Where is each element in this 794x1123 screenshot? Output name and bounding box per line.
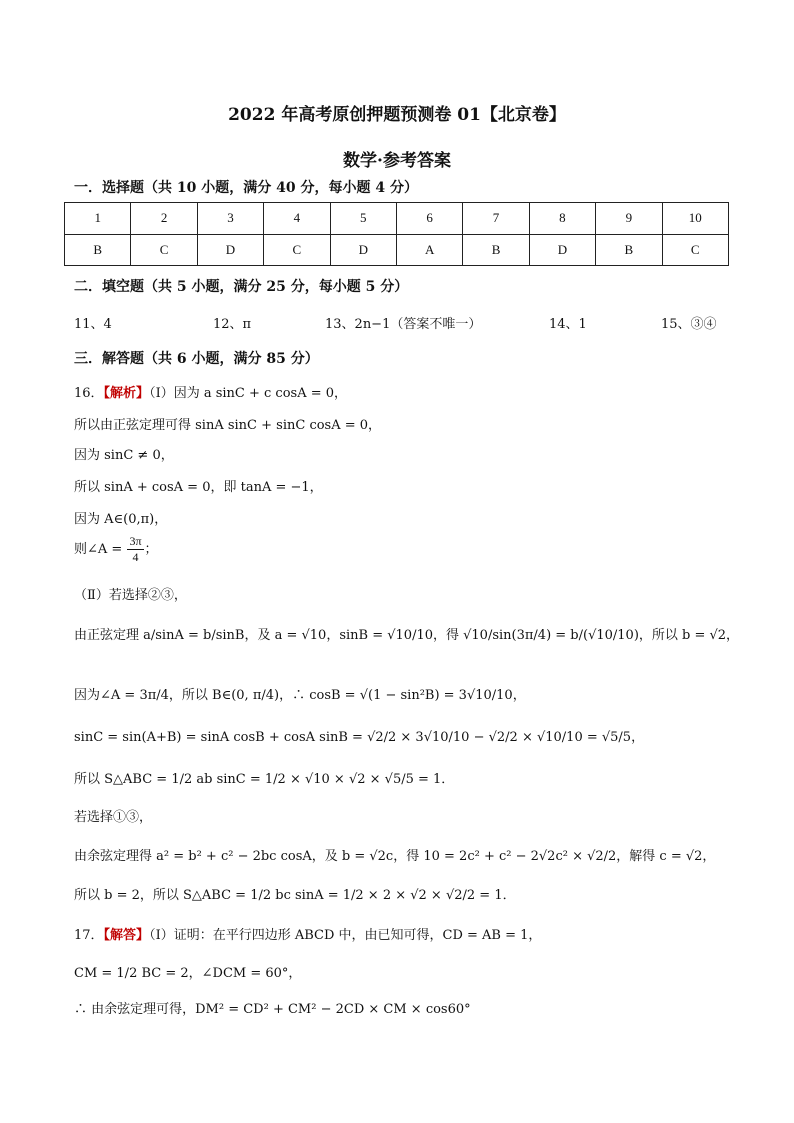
- answer-cell: B: [463, 234, 529, 266]
- q16-line-7: （Ⅱ）若选择②③，: [74, 588, 187, 603]
- q16-line-2: 所以由正弦定理可得 sinA sinC + sinC cosA = 0，: [74, 418, 382, 433]
- answer-cell: D: [197, 234, 263, 266]
- fill-answer-13: 13、2n−1（答案不唯一）: [325, 317, 482, 332]
- fraction-numerator: 3π: [129, 534, 142, 548]
- question-number-cell: 2: [131, 203, 197, 235]
- question-number-cell: 4: [264, 203, 330, 235]
- question-number-cell: 1: [65, 203, 131, 235]
- answer-cell: C: [131, 234, 197, 266]
- fill-answer-12: 12、π: [213, 317, 252, 332]
- fraction-3pi-4: [127, 534, 143, 565]
- fill-answer-14: 14、1: [549, 317, 587, 332]
- q16-line-5: 因为 A∈(0,π)，: [74, 512, 168, 527]
- q16-line-12: 若选择①③，: [74, 810, 153, 825]
- q16-line-9: 因为∠A = 3π/4，所以 B∈(0, π/4)，∴ cosB = √(1 − sin²B) = 3√10/10，: [74, 688, 526, 703]
- answer-table: [64, 202, 729, 266]
- q16-tag: 【解析】: [103, 386, 150, 401]
- page-subtitle: 数学·参考答案: [343, 151, 451, 171]
- q17-tag: 【解答】: [103, 928, 150, 943]
- q16-line-6-tail: ；: [144, 542, 158, 557]
- q17-line-2: CM = 1/2 BC = 2，∠DCM = 60°，: [74, 966, 302, 981]
- q16-line-6-lead: 则∠A =: [74, 542, 123, 557]
- section-heading-solutions: 三．解答题（共 6 小题，满分 85 分）: [74, 351, 319, 367]
- fraction-denominator: 4: [132, 550, 139, 564]
- answer-cell: D: [330, 234, 396, 266]
- fill-answer-15: 15、③④: [661, 317, 717, 332]
- question-number-cell: 9: [596, 203, 662, 235]
- q17-line-3: ∴ 由余弦定理可得，DM² = CD² + CM² − 2CD × CM × cos60°: [74, 1002, 471, 1017]
- answer-cell: B: [596, 234, 662, 266]
- question-number-cell: 7: [463, 203, 529, 235]
- question-number-cell: 8: [529, 203, 595, 235]
- q16-line-14: 所以 b = 2，所以 S△ABC = 1/2 bc sinA = 1/2 × 2 × √2 × √2/2 = 1．: [74, 888, 516, 903]
- q16-line-4: 所以 sinA + cosA = 0，即 tanA = −1，: [74, 480, 323, 495]
- question-number-cell: 6: [396, 203, 462, 235]
- answer-table-answer-row: [65, 234, 729, 266]
- fill-answer-11: 11、4: [74, 317, 112, 332]
- answer-cell: A: [396, 234, 462, 266]
- q16-line-8: 由正弦定理 a/sinA = b/sinB，及 a = √10，sinB = √10/10，得 √10/sin(3π/4) = b/(√10/10)，所以 b = √2，: [74, 628, 740, 643]
- question-number-cell: 5: [330, 203, 396, 235]
- section-heading-fill: 二．填空题（共 5 小题，满分 25 分，每小题 5 分）: [74, 279, 409, 295]
- question-number-cell: 10: [662, 203, 728, 235]
- q16-line-10: sinC = sin(A+B) = sinA cosB + cosA sinB = √2/2 × 3√10/10 − √2/2 × √10/10 = √5/5，: [74, 730, 645, 745]
- q16-line-11: 所以 S△ABC = 1/2 ab sinC = 1/2 × √10 × √2 × √5/5 = 1．: [74, 772, 455, 787]
- section-heading-choice: 一．选择题（共 10 小题，满分 40 分，每小题 4 分）: [74, 180, 418, 196]
- q17-text-1: （Ⅰ）证明：在平行四边形 ABCD 中，由已知可得，CD = AB = 1，: [149, 928, 542, 943]
- page-title: 2022 年高考原创押题预测卷 01【北京卷】: [228, 105, 566, 125]
- answer-cell: C: [662, 234, 728, 266]
- q16-line-1: [74, 382, 347, 401]
- answer-table-number-row: [65, 203, 729, 235]
- q16-text-1: （Ⅰ）因为 a sinC + c cosA = 0，: [149, 386, 348, 401]
- q16-line-6: [74, 534, 158, 565]
- q17-number: 17．: [74, 928, 104, 943]
- question-number-cell: 3: [197, 203, 263, 235]
- answer-cell: B: [65, 234, 131, 266]
- q16-line-3: 因为 sinC ≠ 0，: [74, 448, 174, 463]
- q16-number: 16．: [74, 386, 104, 401]
- q17-line-1: [74, 924, 541, 943]
- q16-line-13: 由余弦定理得 a² = b² + c² − 2bc cosA，及 b = √2c，得 10 = 2c² + c² − 2√2c² × √2/2，解得 c = √2，: [74, 849, 716, 864]
- answer-cell: C: [264, 234, 330, 266]
- answer-cell: D: [529, 234, 595, 266]
